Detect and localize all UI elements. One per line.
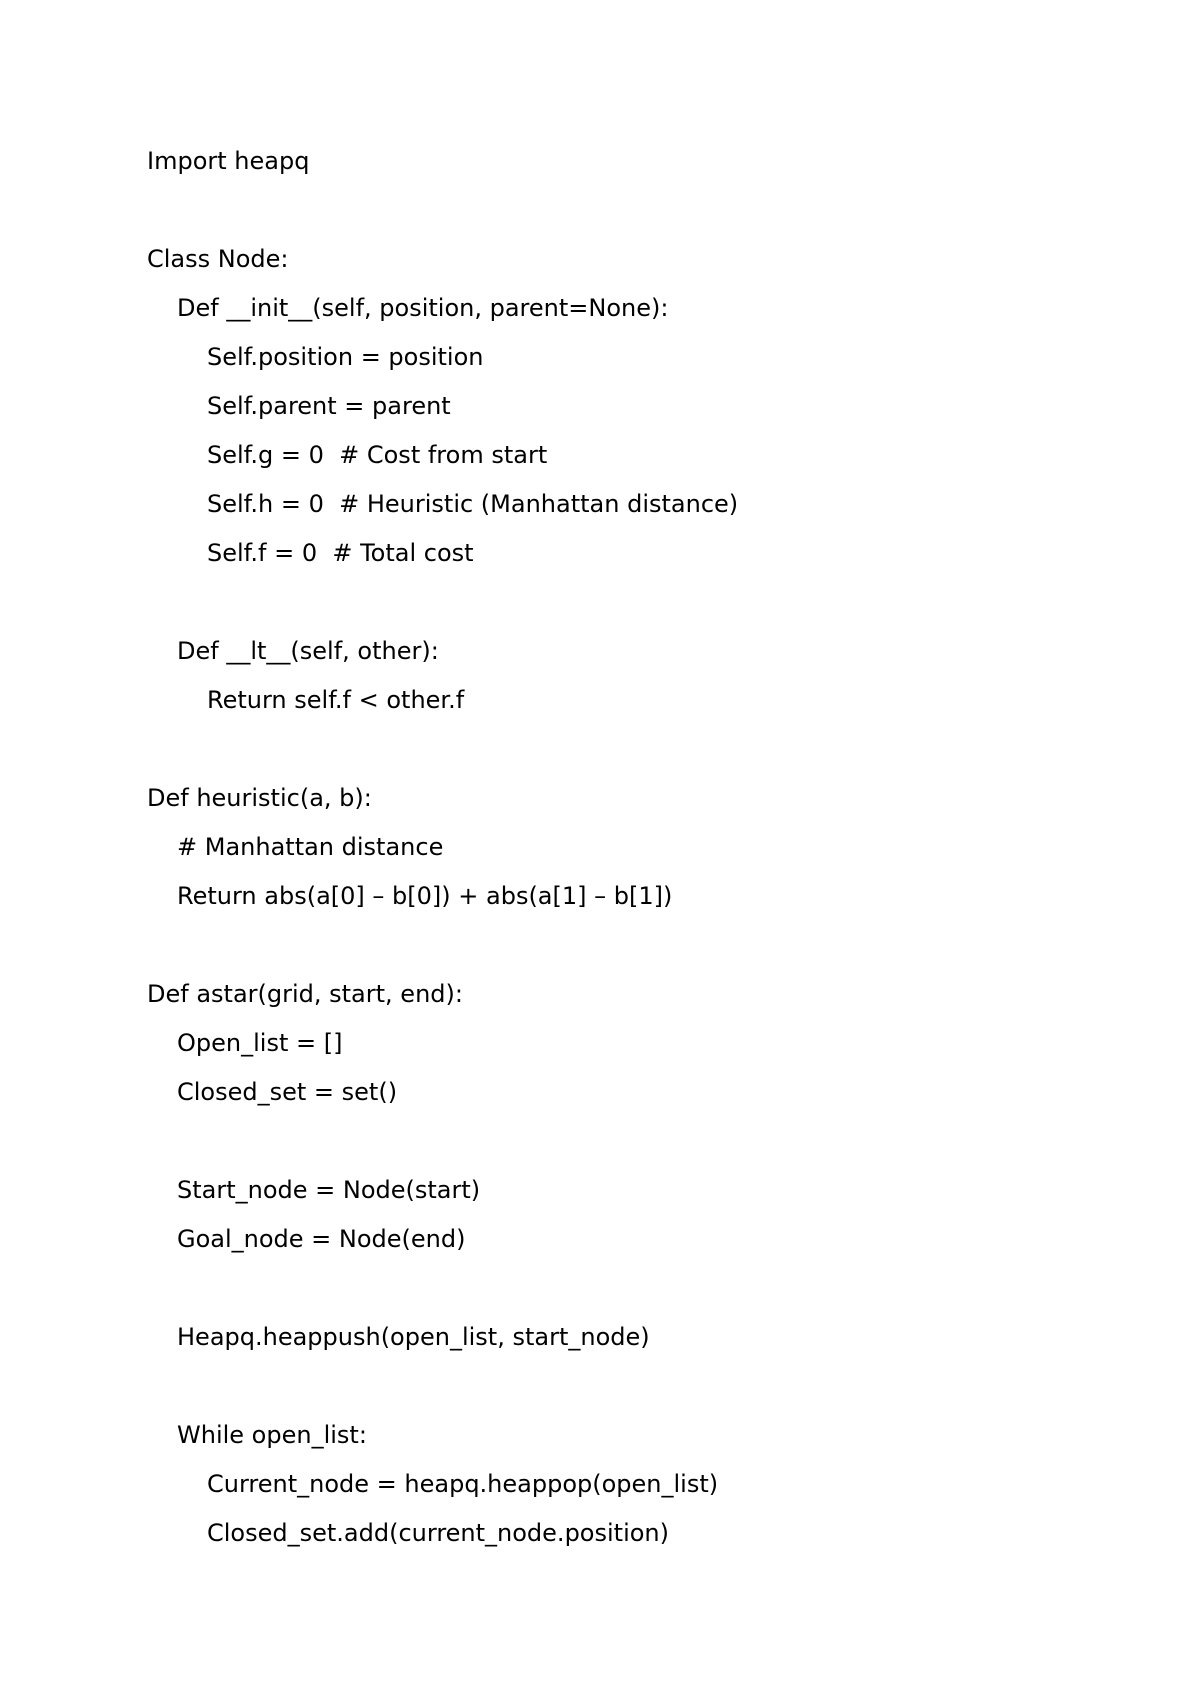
code-line: Start_node = Node(start) [177,1176,481,1204]
code-line: Import heapq [147,147,310,175]
code-line: # Manhattan distance [177,833,444,861]
blank-line [147,1268,1147,1317]
blank-line [147,729,1147,778]
code-line: Class Node: [147,245,289,273]
code-line: Closed_set.add(current_node.position) [207,1519,669,1547]
code-line: Heapq.heappush(open_list, start_node) [177,1323,650,1351]
code-listing [147,141,1147,1562]
blank-line [147,925,1147,974]
code-line: Def astar(grid, start, end): [147,980,463,1008]
code-line: Self.f = 0 # Total cost [207,539,474,567]
code-line: Goal_node = Node(end) [177,1225,466,1253]
code-line: Def heuristic(a, b): [147,784,372,812]
code-line: Open_list = [] [177,1029,343,1057]
blank-line [147,1366,1147,1415]
blank-line [147,582,1147,631]
code-line: Def __lt__(self, other): [177,637,439,665]
code-line: Self.position = position [207,343,484,371]
code-line: Self.g = 0 # Cost from start [207,441,548,469]
code-line: Return self.f < other.f [207,686,465,714]
code-line: Self.parent = parent [207,392,451,420]
code-line: Self.h = 0 # Heuristic (Manhattan distance) [207,490,739,518]
code-line: Closed_set = set() [177,1078,398,1106]
code-line: Return abs(a[0] – b[0]) + abs(a[1] – b[1]) [177,882,673,910]
code-line: Current_node = heapq.heappop(open_list) [207,1470,719,1498]
code-line: Def __init__(self, position, parent=None): [177,294,669,322]
code-line: While open_list: [177,1421,367,1449]
blank-line [147,190,1147,239]
blank-line [147,1121,1147,1170]
